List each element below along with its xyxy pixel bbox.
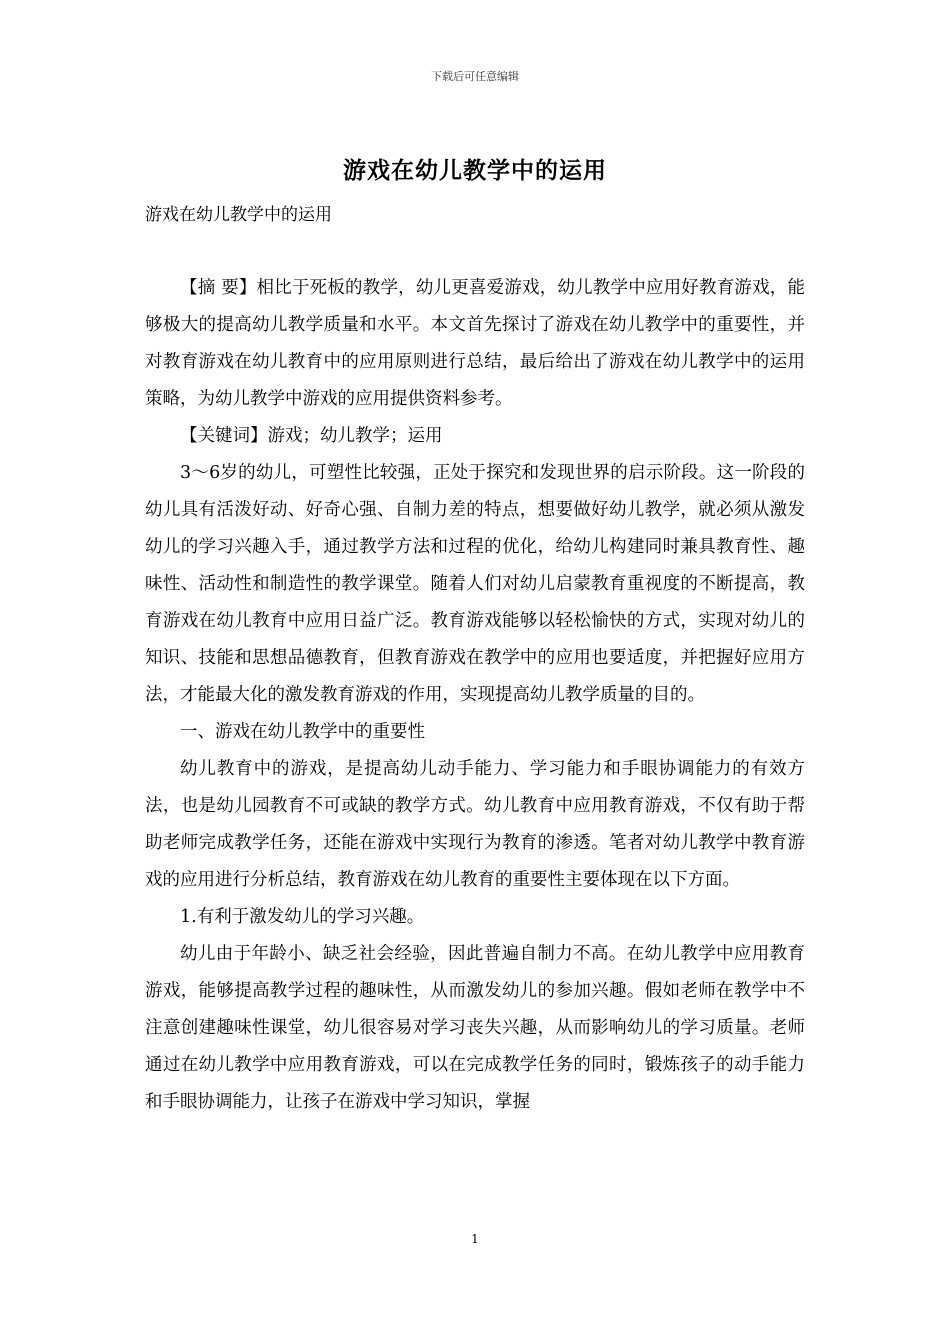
header-note: 下载后可任意编辑 xyxy=(431,70,519,83)
page-number: 1 xyxy=(471,1232,479,1246)
subsection-heading: 1.有利于激发幼儿的学习兴趣。 xyxy=(180,907,425,927)
intro-paragraph: 3～6岁的幼儿，可塑性比较强，正处于探究和发现世界的启示阶段。这一阶段的幼儿具有活泼好动、好奇心强、自制力差的特点，想要做好幼儿教学，就必须从激发幼儿的学习兴趣入手，通过教学方法和过程的优化，给幼儿构建同时兼具教育性、趣味性、活动性和制造性的教学课堂。随着人们对幼儿启蒙教育重视度的不断提高，教育游戏在幼儿教育中应用日益广泛。教育游戏能够以轻松愉快的方式，实现对幼儿的知识、技能和思想品德教育，但教育游戏在教学中的应用也要适度，并把握好应用方法，才能最大化的激发教育游戏的作用，实现提高幼儿教学质量的目的。 xyxy=(145,463,805,705)
body-paragraph: 幼儿教育中的游戏，是提高幼儿动手能力、学习能力和手眼协调能力的有效方法，也是幼儿园教育不可或缺的教学方式。幼儿教育中应用教育游戏，不仅有助于帮助老师完成教学任务，还能在游戏中实现行为教育的渗透。笔者对幼儿教学中教育游戏的应用进行分析总结，教育游戏在幼儿教育的重要性主要体现在以下方面。 xyxy=(145,759,805,890)
section-heading: 一、游戏在幼儿教学中的重要性 xyxy=(180,722,425,742)
abstract-paragraph: 【摘 要】相比于死板的教学，幼儿更喜爱游戏，幼儿教学中应用好教育游戏，能够极大的提高幼儿教学质量和水平。本文首先探讨了游戏在幼儿教学中的重要性，并对教育游戏在幼儿教育中的应用原则进行总结，最后给出了游戏在幼儿教学中的运用策略，为幼儿教学中游戏的应用提供资料参考。 xyxy=(145,278,805,409)
body-paragraph: 幼儿由于年龄小、缺乏社会经验，因此普遍自制力不高。在幼儿教学中应用教育游戏，能够提高教学过程的趣味性，从而激发幼儿的参加兴趣。假如老师在教学中不注意创建趣味性课堂，幼儿很容易对学习丧失兴趣，从而影响幼儿的学习质量。老师通过在幼儿教学中应用教育游戏，可以在完成教学任务的同时，锻炼孩子的动手能力和手眼协调能力，让孩子在游戏中学习知识，掌握 xyxy=(145,944,805,1112)
document-title: 游戏在幼儿教学中的运用 xyxy=(343,158,607,184)
keywords-paragraph: 【关键词】游戏；幼儿教学；运用 xyxy=(180,426,443,446)
document-subtitle: 游戏在幼儿教学中的运用 xyxy=(145,205,332,225)
document-body xyxy=(145,270,805,1121)
